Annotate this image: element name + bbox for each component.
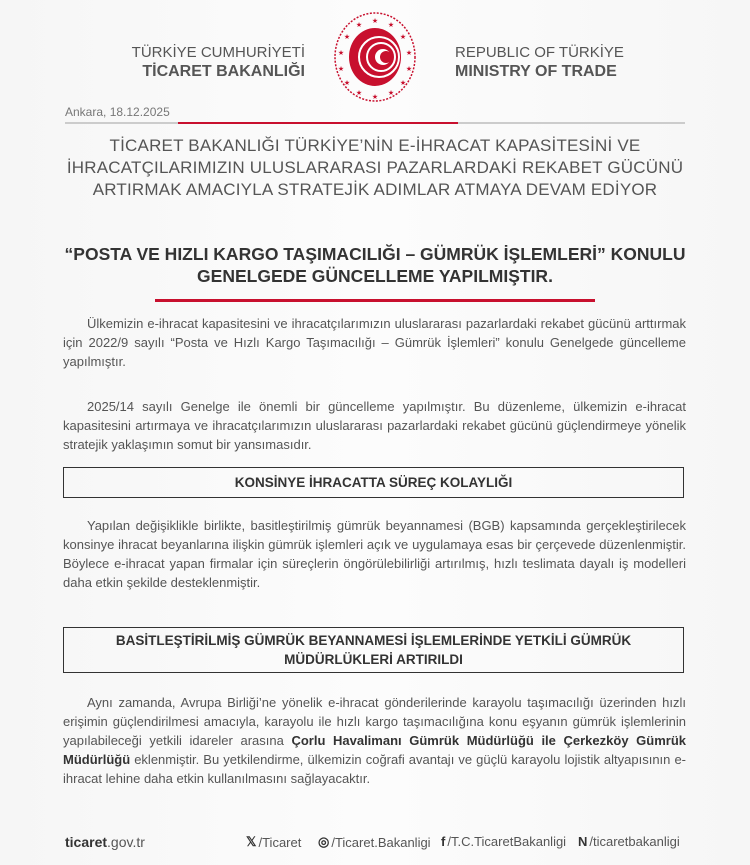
svg-text:★: ★ [387,90,395,97]
ministry-name-en: MINISTRY OF TRADE [455,63,617,80]
social-label: /Ticaret.Bakanligi [331,834,431,850]
header-english-name [455,43,624,81]
svg-text:★: ★ [337,50,345,57]
svg-text:★: ★ [387,22,395,29]
instagram-icon: ◎ [318,834,330,849]
section-1-text: Yapılan değişiklikle birlikte, basitleştirilmiş gümrük beyannamesi (BGB) kapsamında gerçekleştirilecek konsinye ihracat beyanlarına ilişkin gümrük işlemleri açık ve uygulamaya esas bir çerçevede düzenlenmiştir. Böylece e-ihracat yapan firmalar için süreçlerin öngörülebilirliği artırılmış, hızlı teslimata dayalı iş modelleri daha etkin şekilde desteklenmiştir. [63,518,686,590]
ministry-logo-icon [333,11,417,103]
header-turkish-name [132,43,305,81]
social-label: /Ticaret [258,834,302,850]
svg-text:★: ★ [337,66,345,73]
paragraph-1: Ülkemizin e-ihracat kapasitesini ve ihracatçılarımızın uluslararası pazarlardaki rekabet gücünü arttırmak için 2022/9 sayılı “Posta ve Hızlı Kargo Taşımacılığı – Gümrük İşlemleri” konulu Genelgede güncelleme yapılmıştır. [63,316,686,369]
svg-text:★: ★ [399,80,407,87]
svg-text:★: ★ [343,80,351,87]
header-divider [65,122,685,124]
x-icon: 𝕏 [246,834,257,849]
social-x[interactable] [246,834,301,850]
social-instagram[interactable] [318,834,431,850]
social-nsosyal[interactable] [578,834,680,849]
page-title: TİCARET BAKANLIĞI TÜRKİYE’NİN E-İHRACAT KAPASİTESİNİ VE İHRACATÇILARIMIZIN ULUSLARARASI PAZARLARDAKİ REKABET GÜCÜNÜ ARTIRMAK AMACIYLA STRATEJİK ADIMLAR ATMAYA DEVAM EDİYOR [66,136,684,199]
section-2-text [63,693,686,788]
svg-text:★: ★ [405,66,413,73]
section-heading-2: BASİTLEŞTİRİLMİŞ GÜMRÜK BEYANNAMESİ İŞLEMLERİNDE YETKİLİ GÜMRÜK MÜDÜRLÜKLERİ ARTIRILDI [63,627,684,673]
social-label: /T.C.TicaretBakanligi [447,834,567,849]
svg-text:★: ★ [355,22,363,29]
text-part: Aynı zamanda, Avrupa Birliği’ne yönelik e-ihracat gönderilerinde karayolu taşımacılığı üzerinden hızlı erişimin güçlendirilmesi amacıyla, karayolu ile hızlı kargo taşımacılığına konu eşyanın gümrük işlemlerinin yapılabileceği yetkili idareler arasına [63,695,686,748]
svg-text:★: ★ [343,34,351,41]
section-heading-1: KONSİNYE İHRACATTA SÜREÇ KOLAYLIĞI [63,467,684,498]
ministry-name-tr: TİCARET BAKANLIĞI [142,63,305,80]
republic-name-tr: TÜRKİYE CUMHURİYETİ [131,44,305,61]
paragraph-2: 2025/14 sayılı Genelge ile önemli bir güncelleme yapılmıştır. Bu düzenleme, ülkemizin e-ihracat kapasitesini artırmaya ve ihracatçılarımızın uluslararası pazarlardaki rekabet gücünü güçlendirmeye yönelik stratejik yaklaşımın somut bir yansımasıdır. [63,399,686,452]
date: Ankara, 18.12.2025 [65,105,170,119]
svg-text:★: ★ [399,34,407,41]
text-part: eklenmiştir. Bu yetkilendirme, ülkemizin coğrafi avantajı ve güçlü karayolu lojistik altyapısının e-ihracat lehine daha etkin kullanılmasını sağlayacaktır. [63,752,686,786]
subtitle-divider [155,299,595,302]
facebook-icon: f [441,834,446,849]
nsosyal-icon: N [578,834,588,849]
site-rest: .gov.tr [107,834,145,850]
page-subtitle: “POSTA VE HIZLI KARGO TAŞIMACILIĞI – GÜMRÜK İŞLEMLERİ” KONULU GENELGEDE GÜNCELLEME YAPILMIŞTIR. [64,244,686,286]
svg-text:★: ★ [355,90,363,97]
social-facebook[interactable] [441,834,566,849]
social-label: /ticaretbakanligi [589,834,680,849]
website-link[interactable] [65,834,145,850]
svg-text:★: ★ [371,94,379,101]
site-bold: ticaret [65,834,108,850]
svg-text:★: ★ [405,50,413,57]
svg-text:★: ★ [371,18,379,25]
republic-name-en: REPUBLIC OF TÜRKİYE [455,44,624,61]
highlighted-customs-offices: Çorlu Havalimanı Gümrük Müdürlüğü ile Çerkezköy Gümrük Müdürlüğü [63,733,686,767]
